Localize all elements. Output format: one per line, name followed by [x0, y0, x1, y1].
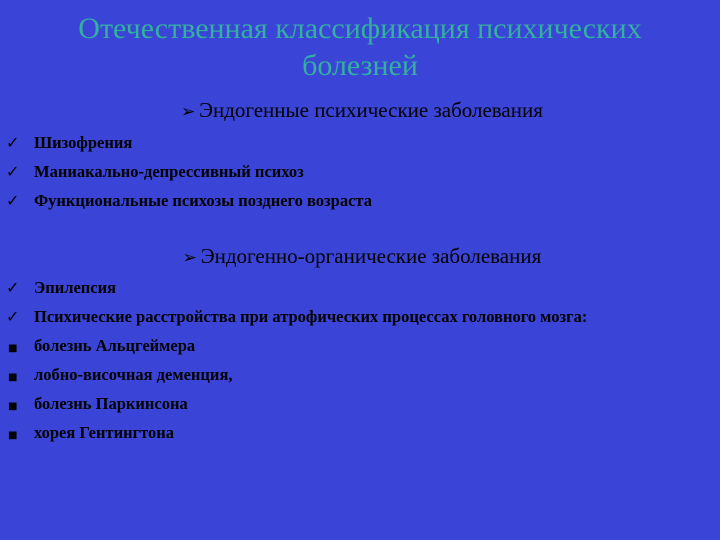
list-item [6, 128, 372, 157]
list-item [6, 360, 587, 389]
list-item-text: Психические расстройства при атрофических процессах головного мозга: [34, 307, 588, 326]
list-item [6, 186, 372, 215]
checkmark-icon: ✓ [6, 278, 20, 297]
list-item [6, 418, 587, 447]
list-item-text: Функциональные психозы позднего возраста [34, 191, 372, 210]
list-item-text: Эпилепсия [34, 278, 117, 297]
list-item-text: болезнь Паркинсона [34, 394, 188, 413]
checkmark-icon: ✓ [6, 133, 20, 152]
list-item [6, 389, 587, 418]
slide-title: Отечественная классификация психических болезней [78, 12, 642, 82]
list-item [6, 302, 587, 331]
list-item [6, 157, 372, 186]
square-bullet-icon: ■ [8, 343, 18, 354]
list-item-text: Шизофрения [34, 133, 133, 152]
square-bullet-icon: ■ [8, 372, 18, 383]
endogenous-organic-list [6, 273, 587, 447]
checkmark-icon: ✓ [6, 191, 20, 210]
section-heading-endogenous [0, 98, 720, 124]
square-bullet-icon: ■ [8, 401, 18, 412]
checkmark-icon: ✓ [6, 162, 20, 181]
list-item-text: Маниакально-депрессивный психоз [34, 162, 304, 181]
square-bullet-icon: ■ [8, 430, 18, 441]
endogenous-list [6, 128, 372, 215]
arrow-right-icon: ➢ [182, 248, 197, 268]
section-heading-endogenous-organic [0, 244, 720, 270]
checkmark-icon: ✓ [6, 307, 20, 326]
list-item [6, 331, 587, 360]
list-item-text: лобно-височная деменция, [34, 365, 233, 384]
arrow-right-icon: ➢ [180, 102, 196, 122]
section-heading-label: Эндогенно-органические заболевания [200, 244, 542, 268]
list-item [6, 273, 587, 302]
list-item-text: хорея Гентингтона [34, 423, 175, 442]
list-item-text: болезнь Альцгеймера [34, 336, 196, 355]
section-heading-label: Эндогенные психические заболевания [199, 98, 543, 122]
